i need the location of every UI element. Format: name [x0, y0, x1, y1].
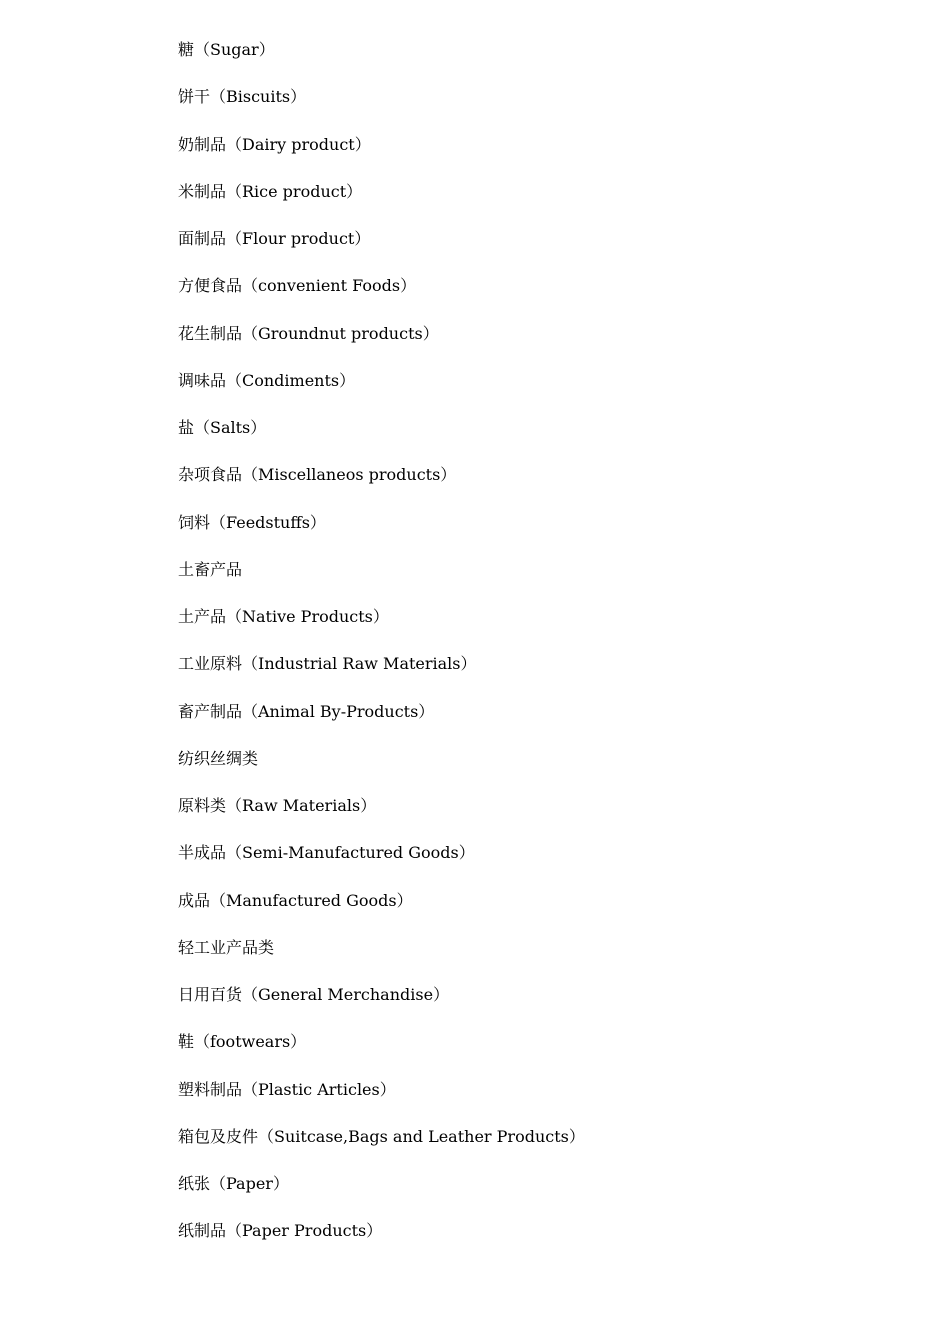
list-item: 面制品（Flour product）: [178, 229, 371, 248]
list-item: 土产品（Native Products）: [178, 607, 389, 626]
list-item: 纸张（Paper）: [178, 1174, 289, 1193]
list-item: 鞋（footwears）: [178, 1032, 307, 1052]
list-item: 花生制品（Groundnut products）: [178, 323, 439, 343]
list-item: 成品（Manufactured Goods）: [178, 890, 413, 910]
list-item: 工业原料（Industrial Raw Materials）: [178, 654, 477, 674]
list-item: 箱包及皮件（Suitcase,Bags and Leather Products）: [178, 1126, 585, 1146]
list-item: 畜产制品（Animal By-Products）: [178, 701, 435, 721]
section-heading: 轻工业产品类: [178, 937, 275, 957]
list-item: 杂项食品（Miscellaneos products）: [178, 465, 457, 485]
list-item: 米制品（Rice product）: [178, 181, 363, 201]
list-item: 饲料（Feedstuffs）: [178, 512, 326, 532]
section-heading: 纺织丝绸类: [178, 748, 259, 768]
list-item: 盐（Salts）: [178, 418, 267, 437]
list-item: 糖（Sugar）: [178, 40, 275, 59]
product-category-list: [178, 38, 585, 1267]
list-item: 日用百货（General Merchandise）: [178, 985, 450, 1004]
list-item: 调味品（Condiments）: [178, 370, 356, 390]
list-item: 纸制品（Paper Products）: [178, 1221, 383, 1241]
section-heading: 土畜产品: [178, 559, 243, 579]
list-item: 塑料制品（Plastic Articles）: [178, 1079, 396, 1099]
list-item: 饼干（Biscuits）: [178, 87, 307, 107]
list-item: 方便食品（convenient Foods）: [178, 276, 417, 296]
list-item: 奶制品（Dairy product）: [178, 134, 371, 154]
list-item: 半成品（Semi-Manufactured Goods）: [178, 843, 475, 863]
list-item: 原料类（Raw Materials）: [178, 796, 377, 815]
